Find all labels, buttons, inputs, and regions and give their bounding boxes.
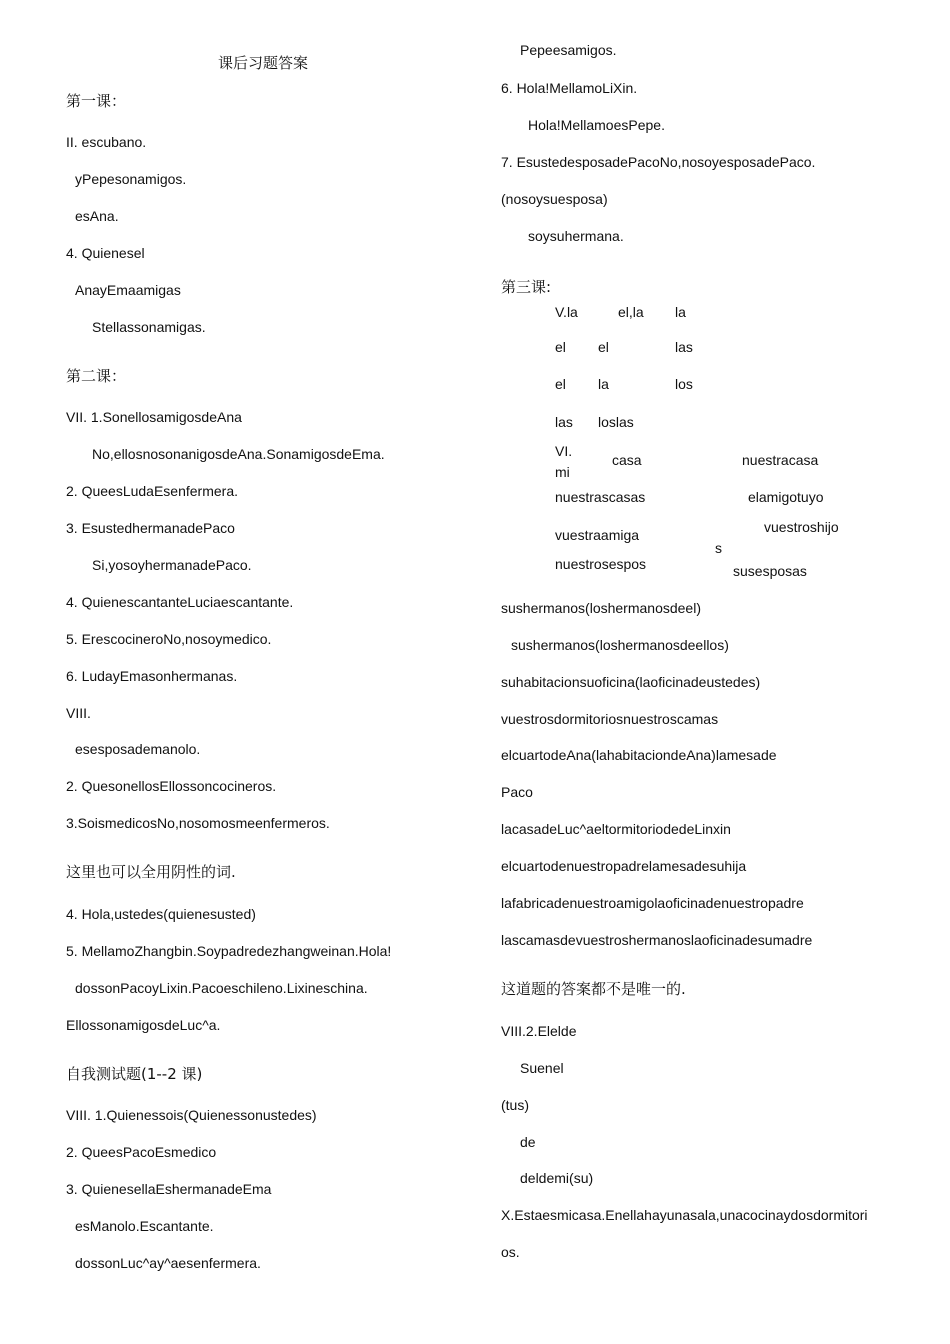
table-cell: vuestroshijo [764,519,839,535]
text-line: sushermanos(loshermanosdeellos) [511,637,729,653]
lesson3-heading: 第三课: [501,278,552,296]
text-line: 2. QueesPacoEsmedico [66,1144,217,1160]
text-line: soysuhermana. [528,228,624,244]
text-line: VIII. 1.Quienessois(Quienessonustedes) [66,1107,317,1123]
text-line: (tus) [501,1097,529,1113]
text-line: suhabitacionsuoficina(laoficinadeustedes) [501,674,761,690]
text-line: 4. QuienescantanteLuciaescantante. [66,594,294,610]
text-line: elcuartodenuestropadrelamesadesuhija [501,858,747,874]
text-line: No,ellosnosonanigosdeAna.SonamigosdeEma. [92,446,385,462]
table-cell: s [715,540,722,556]
table-cell: vuestraamiga [555,527,640,543]
text-line: Stellassonamigas. [92,319,206,335]
table-cell: el [555,339,566,355]
table-cell: la [675,304,686,320]
table-cell: los [675,376,693,392]
table-cell: loslas [598,414,634,430]
text-line: 5. MellamoZhangbin.Soypadredezhangweinan.Hola! [66,943,392,959]
table-cell: las [675,339,693,355]
text-line: VIII.2.Elelde [501,1023,577,1039]
text-line: AnayEmaamigas [75,282,181,298]
text-line: 2. QuesonellosEllossoncocineros. [66,778,277,794]
text-line: os. [501,1244,520,1260]
text-line: dossonLuc^ay^aesenfermera. [75,1255,261,1271]
text-line: (nosoysuesposa) [501,191,608,207]
text-line: 3. QuienesellaEshermanadeEma [66,1181,272,1197]
table-cell: la [598,376,609,392]
lesson1-heading: 第一课： [66,92,127,110]
text-line: esesposademanolo. [75,741,201,757]
text-line: 2. QueesLudaEsenfermera. [66,483,238,499]
text-line: Pepeesamigos. [520,42,617,58]
table-cell: el [598,339,609,355]
text-line: II. escubano. [66,134,147,150]
text-line: 6. LudayEmasonhermanas. [66,668,238,684]
text-line: Si,yosoyhermanadePaco. [92,557,252,573]
note-text: 这道题的答案都不是唯一的. [501,980,686,998]
text-line: Paco [501,784,533,800]
text-line: esManolo.Escantante. [75,1218,214,1234]
text-line: sushermanos(loshermanosdeel) [501,600,701,616]
selftest-heading: 自我测试题(1--2 课) [66,1065,203,1083]
text-line: Hola!MellamoesPepe. [528,117,665,133]
text-line: 4. Hola,ustedes(quienesusted) [66,906,256,922]
table-cell: nuestrosespos [555,556,647,572]
text-line: esAna. [75,208,119,224]
text-line: VII. 1.SonellosamigosdeAna [66,409,242,425]
text-line: lafabricadenuestroamigolaoficinadenuestropadre [501,895,804,911]
text-line: yPepesonamigos. [75,171,187,187]
text-line: lacasadeLuc^aeltormitoriodedeLinxin [501,821,731,837]
table-cell: susesposas [733,563,807,579]
text-line: 5. ErescocineroNo,nosoymedico. [66,631,272,647]
text-line: de [520,1134,536,1150]
text-line: 7. EsustedesposadePacoNo,nosoyesposadePaco. [501,154,816,170]
table-cell: nuestrascasas [555,489,646,505]
text-line: EllossonamigosdeLuc^a. [66,1017,221,1033]
text-line: 3. EsustedhermanadePaco [66,520,235,536]
table-cell: elamigotuyo [748,489,824,505]
table-cell: nuestracasa [742,452,819,468]
text-line: lascamasdevuestroshermanoslaoficinadesumadre [501,932,813,948]
table-cell: el,la [618,304,644,320]
lesson2-heading: 第二课： [66,367,127,385]
note-text: 这里也可以全用阴性的词. [66,863,236,881]
table-cell: mi [555,464,570,480]
text-line: VIII. [66,705,91,721]
text-line: deldemi(su) [520,1170,594,1186]
table-cell: VI. [555,443,573,459]
table-cell: casa [612,452,642,468]
text-line: X.Estaesmicasa.Enellahayunasala,unacocinaydosdormitori [501,1207,868,1223]
table-cell: el [555,376,566,392]
text-line: vuestrosdormitoriosnuestroscamas [501,711,719,727]
table-cell: V.la [555,304,578,320]
text-line: 3.SoismedicosNo,nosomosmeenfermeros. [66,815,330,831]
text-line: dossonPacoyLixin.Pacoeschileno.Lixineschina. [75,980,368,996]
text-line: Suenel [520,1060,564,1076]
text-line: 6. Hola!MellamoLiXin. [501,80,638,96]
text-line: elcuartodeAna(lahabitaciondeAna)lamesade [501,747,777,763]
text-line: 4. Quienesel [66,245,145,261]
table-cell: las [555,414,573,430]
page-title: 课后习题答案 [218,54,309,72]
